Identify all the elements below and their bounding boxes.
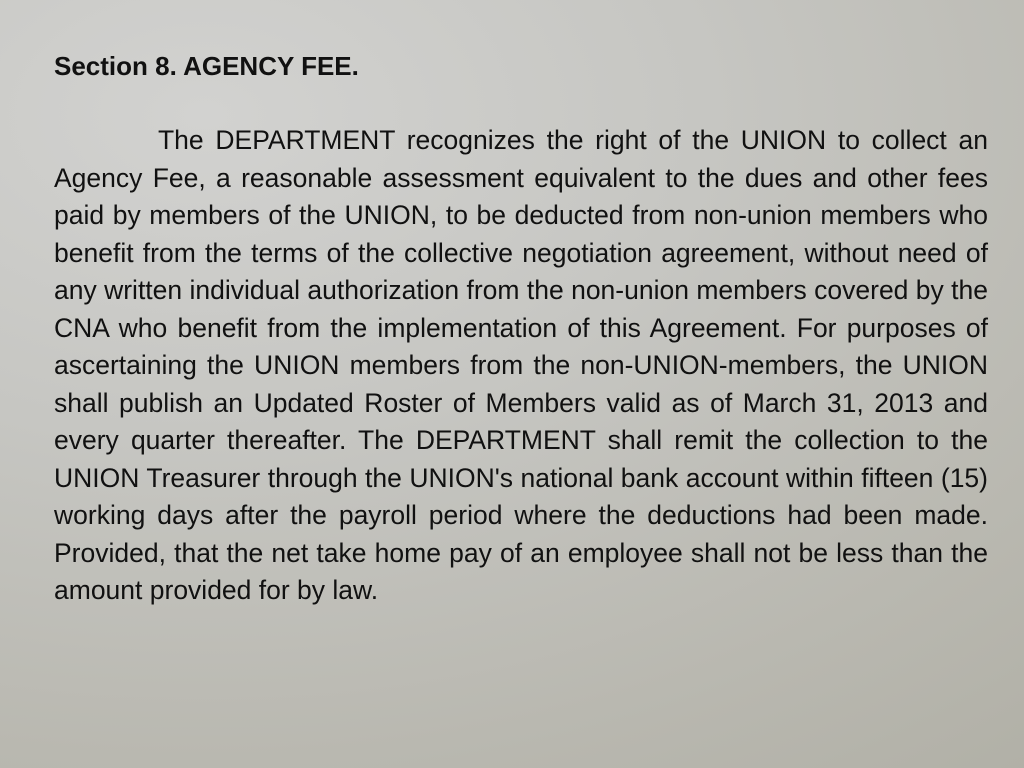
body-paragraph: The DEPARTMENT recognizes the right of the UNION to collect an Agency Fee, a reasonable assessment equivalent to the dues and other fees paid by members of the UNION, to be deducted from non-union members who benefit from the terms of the collective negotiation agreement, without need of any written individual authorization from the non-union members covered by the CNA who benefit from the implementation of this Agreement. For purposes of ascertaining the UNION members from the non-UNION-members, the UNION shall publish an Updated Roster of Members valid as of March 31, 2013 and every quarter thereafter. The DEPARTMENT shall remit the collection to the UNION Treasurer through the UNION's national bank account within fifteen (15) working days after the payroll period where the deductions had been made. Provided, that the net take home pay of an employee shall not be less than the amount provided for by law. <box>54 125 1003 605</box>
spacer <box>54 84 988 122</box>
slide-content <box>54 48 1003 610</box>
section-title: Section 8. AGENCY FEE. <box>54 51 359 81</box>
